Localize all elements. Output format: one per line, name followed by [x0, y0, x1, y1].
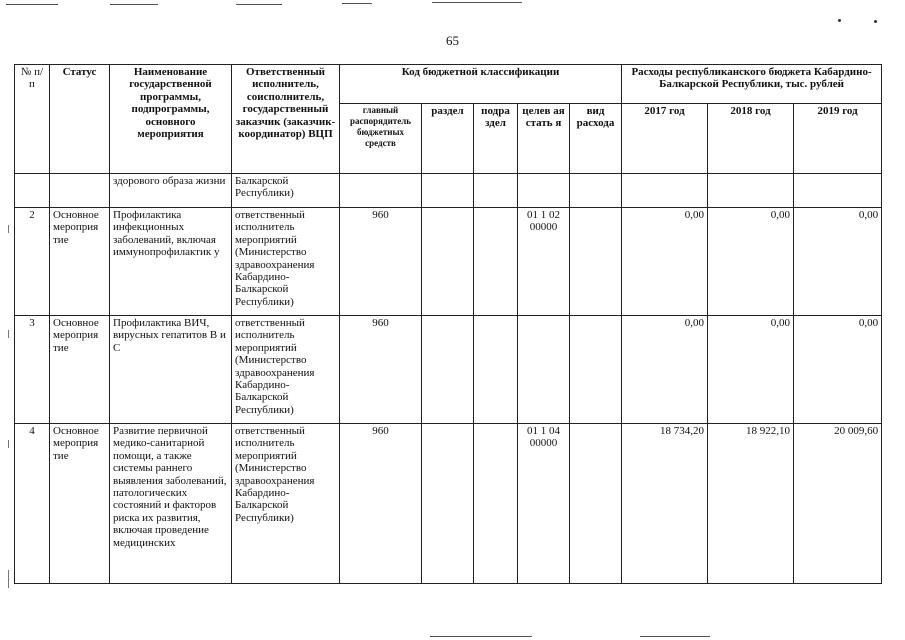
- header-expenses: Расходы республиканского бюджета Кабардино-Балкарской Республики, тыс. рублей: [622, 65, 882, 104]
- cell-num: 4: [15, 424, 50, 584]
- budget-table: [14, 64, 882, 584]
- scan-line-top-5: [432, 2, 522, 3]
- cell-num: [15, 174, 50, 208]
- cell-2017: [622, 174, 708, 208]
- scan-line-top-4: [342, 3, 372, 4]
- header-executor: Ответственный исполнитель, соисполнитель, государственный заказчик (заказчик-координатор) ВЦП: [232, 65, 340, 174]
- cell-target: 01 1 04 00000: [518, 424, 570, 584]
- cell-section: [422, 174, 474, 208]
- header-section: раздел: [422, 104, 474, 174]
- cell-manager: 960: [340, 316, 422, 424]
- header-name: Наименование государственной программы, подпрограммы, основного мероприятия: [110, 65, 232, 174]
- cell-2018: [708, 174, 794, 208]
- header-main-manager: главный распорядитель бюджетных средств: [340, 104, 422, 174]
- cell-2017: 18 734,20: [622, 424, 708, 584]
- cell-target: [518, 174, 570, 208]
- cell-target: 01 1 02 00000: [518, 208, 570, 316]
- cell-num: 3: [15, 316, 50, 424]
- cell-manager: 960: [340, 424, 422, 584]
- scan-line-top-2: [110, 4, 158, 5]
- cell-name: здорового образа жизни: [110, 174, 232, 208]
- cell-executor: ответственный исполнитель мероприятий (Министерство здравоохранения Кабардино-Балкарской Республики): [232, 424, 340, 584]
- cell-type: [570, 208, 622, 316]
- cell-executor: ответственный исполнитель мероприятий (Министерство здравоохранения Кабардино-Балкарской Республики): [232, 208, 340, 316]
- cell-type: [570, 424, 622, 584]
- scan-line-bottom-2: [640, 636, 710, 637]
- cell-executor: Балкарской Республики): [232, 174, 340, 208]
- cell-section: [422, 316, 474, 424]
- cell-2018: 0,00: [708, 316, 794, 424]
- cell-section: [422, 208, 474, 316]
- cell-2019: 20 009,60: [794, 424, 882, 584]
- cell-section: [422, 424, 474, 584]
- cell-2019: 0,00: [794, 316, 882, 424]
- header-subsection: подра здел: [474, 104, 518, 174]
- cell-subsection: [474, 208, 518, 316]
- header-2019: 2019 год: [794, 104, 882, 174]
- cell-status: Основное мероприя тие: [50, 316, 110, 424]
- scan-edge-3: [8, 440, 9, 448]
- header-target-item: целев ая стать я: [518, 104, 570, 174]
- cell-2018: 0,00: [708, 208, 794, 316]
- cell-manager: 960: [340, 208, 422, 316]
- cell-status: [50, 174, 110, 208]
- cell-type: [570, 316, 622, 424]
- cell-name: Профилактика ВИЧ, вирусных гепатитов В и С: [110, 316, 232, 424]
- cell-status: Основное мероприя тие: [50, 424, 110, 584]
- header-2017: 2017 год: [622, 104, 708, 174]
- cell-2017: 0,00: [622, 316, 708, 424]
- cell-subsection: [474, 424, 518, 584]
- scan-line-top-3: [236, 4, 282, 5]
- cell-2018: 18 922,10: [708, 424, 794, 584]
- cell-subsection: [474, 174, 518, 208]
- table-row-continuation: [15, 174, 882, 208]
- cell-executor: ответственный исполнитель мероприятий (Министерство здравоохранения Кабардино-Балкарской Республики): [232, 316, 340, 424]
- cell-subsection: [474, 316, 518, 424]
- cell-2017: 0,00: [622, 208, 708, 316]
- cell-target: [518, 316, 570, 424]
- scan-line-top-1: [6, 4, 58, 5]
- cell-2019: [794, 174, 882, 208]
- table-row: [15, 208, 882, 316]
- header-2018: 2018 год: [708, 104, 794, 174]
- scan-line-bottom-1: [430, 636, 532, 637]
- page-number: 65: [446, 33, 459, 48]
- cell-num: 2: [15, 208, 50, 316]
- scan-edge-2: [8, 330, 9, 338]
- cell-2019: 0,00: [794, 208, 882, 316]
- header-budget-code: Код бюджетной классификации: [340, 65, 622, 104]
- table-row: [15, 316, 882, 424]
- scan-dot-1: [838, 19, 841, 22]
- scan-edge-1: [8, 225, 9, 233]
- cell-name: Профилактика инфекционных заболеваний, включая иммунопрофилактик у: [110, 208, 232, 316]
- header-num: № п/п: [15, 65, 50, 174]
- scan-edge-4: [8, 570, 9, 588]
- cell-manager: [340, 174, 422, 208]
- cell-status: Основное мероприя тие: [50, 208, 110, 316]
- cell-type: [570, 174, 622, 208]
- scan-dot-2: [874, 20, 877, 23]
- header-status: Статус: [50, 65, 110, 174]
- table-row: [15, 424, 882, 584]
- cell-name: Развитие первичной медико-санитарной помощи, а также системы раннего выявления заболеваний, патологических состояний и факторов риска их развития, включая проведение медицинских: [110, 424, 232, 584]
- header-expense-type: вид расхода: [570, 104, 622, 174]
